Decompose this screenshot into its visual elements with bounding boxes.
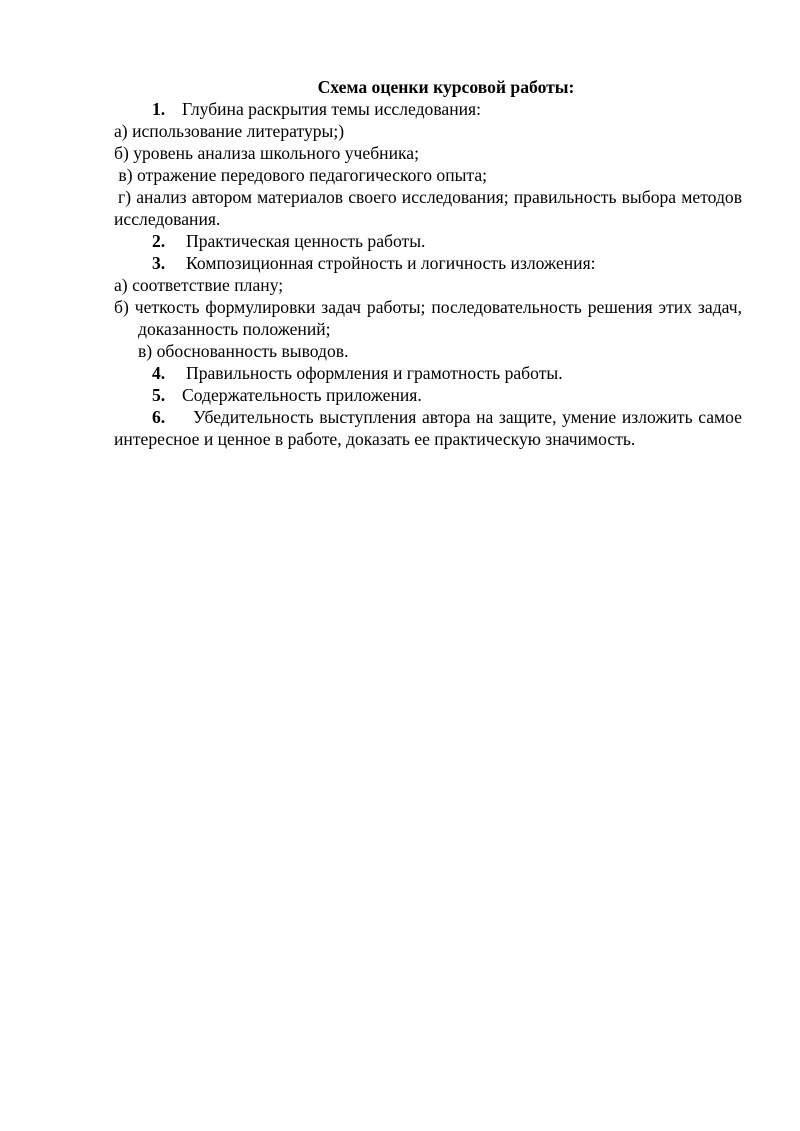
list-item-6 <box>114 406 742 450</box>
list-item-5 <box>114 384 742 406</box>
document-page <box>114 76 742 450</box>
sub-item-g: г) анализ автором материалов своего исследования; правильность выбора методов исследования. <box>114 187 742 229</box>
sub-item-a: а) соответствие плану; <box>114 275 284 295</box>
sub-item-v: в) обоснованность выводов. <box>138 341 349 361</box>
list-item-1 <box>114 98 742 120</box>
list-item-text: Правильность оформления и грамотность работы. <box>186 363 563 383</box>
sub-item-v: в) отражение передового педагогического опыта; <box>114 165 488 185</box>
list-item-text: Практическая ценность работы. <box>186 231 426 251</box>
list-item-text: Убедительность выступления автора на защите, умение изложить самое интересное и ценное в работе, доказать ее практическую значимость. <box>114 407 742 449</box>
sub-item-b <box>114 296 742 340</box>
list-item-3 <box>114 252 742 274</box>
sub-item-a: а) использование литературы;) <box>114 121 345 141</box>
list-item-number: 1. <box>152 99 166 119</box>
list-item-number: 2. <box>152 231 166 251</box>
list-item-number: 5. <box>152 385 166 405</box>
list-item-text: Глубина раскрытия темы исследования: <box>182 99 482 119</box>
sub-item-b: б) уровень анализа школьного учебника; <box>114 143 419 163</box>
list-item-number: 6. <box>152 407 166 427</box>
list-item-text: Композиционная стройность и логичность изложения: <box>186 253 596 273</box>
list-item-2 <box>114 230 742 252</box>
sub-item-b-text: б) четкость формулировки задач работы; последовательность решения этих задач, доказанность положений; <box>114 297 742 339</box>
document-title: Схема оценки курсовой работы: <box>317 77 575 97</box>
list-item-4 <box>114 362 742 384</box>
list-item-text: Содержательность приложения. <box>182 385 422 405</box>
list-item-number: 3. <box>152 253 166 273</box>
list-item-number: 4. <box>152 363 166 383</box>
